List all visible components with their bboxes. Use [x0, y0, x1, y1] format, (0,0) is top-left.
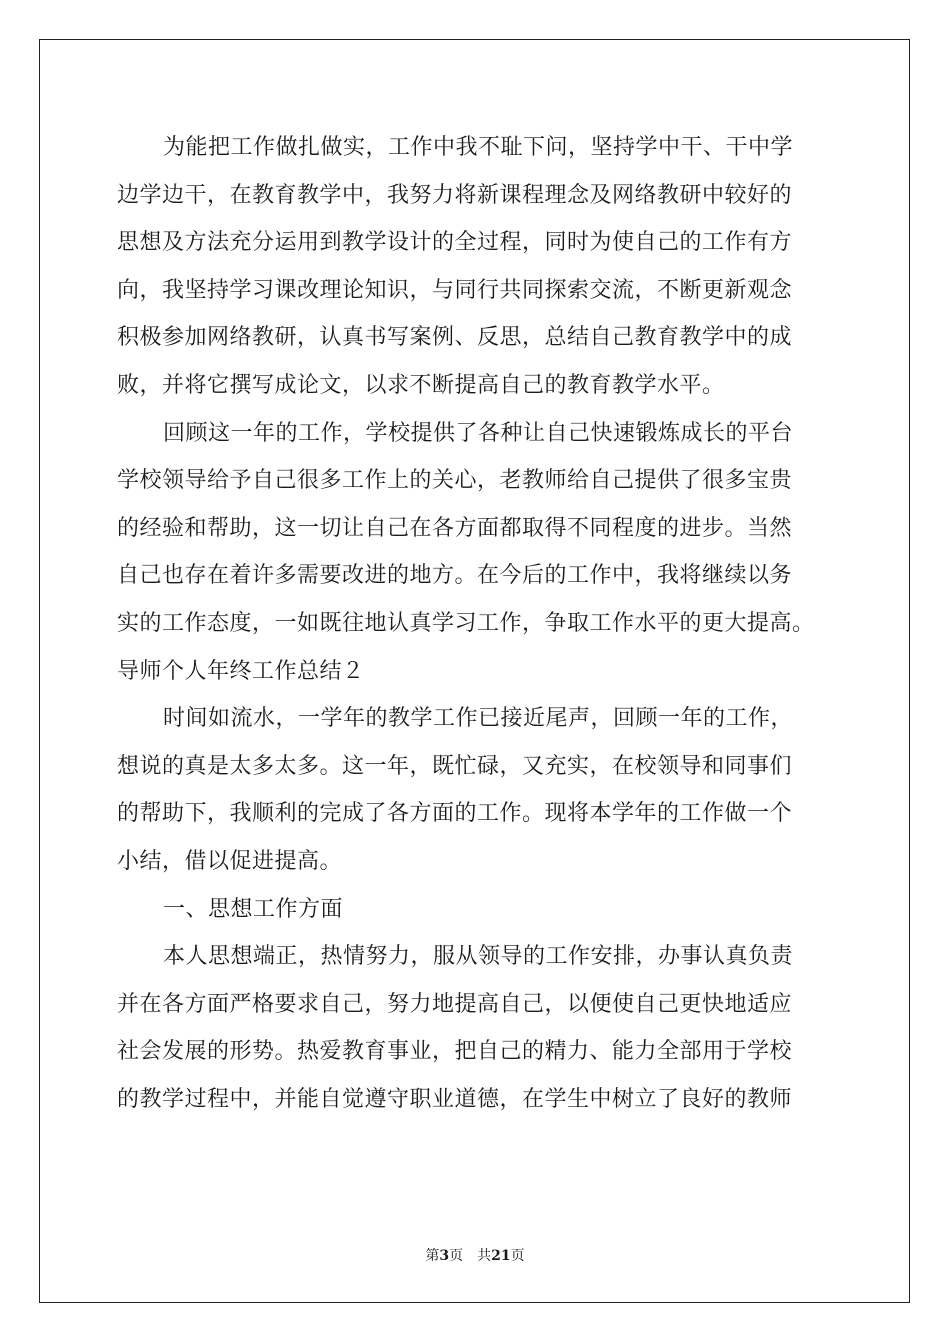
text-line: 学校领导给予自己很多工作上的关心，老教师给自己提供了很多宝贵: [117, 468, 793, 494]
text-line: 社会发展的形势。热爱教育事业，把自己的精力、能力全部用于学校: [117, 1039, 793, 1065]
page-footer: [0, 1245, 950, 1265]
text-line: 败，并将它撰写成论文，以求不断提高自己的教育教学水平。: [117, 372, 725, 398]
document-body: [117, 124, 837, 1123]
text-line: 回顾这一年的工作，学校提供了各种让自己快速锻炼成长的平台: [163, 420, 794, 446]
footer-mid: 页 共: [449, 1248, 492, 1264]
text-line: 时间如流水，一学年的教学工作已接近尾声，回顾一年的工作，: [163, 706, 794, 732]
text-line: 本人思想端正，热情努力，服从领导的工作安排，办事认真负责: [163, 944, 794, 970]
footer-suffix: 页: [510, 1248, 525, 1264]
footer-current-page: 3: [439, 1248, 450, 1264]
text-line: 的教学过程中，并能自觉遵守职业道德，在学生中树立了良好的教师: [117, 1086, 793, 1112]
text-line: 为能把工作做扎做实，工作中我不耻下问，坚持学中干、干中学: [163, 135, 794, 160]
text-line: 想说的真是太多太多。这一年，既忙碌，又充实，在校领导和同事们: [117, 753, 793, 779]
text-line: 边学边干，在教育教学中，我努力将新课程理念及网络教研中较好的: [117, 182, 793, 208]
text-line: 导师个人年终工作总结２: [117, 658, 365, 684]
text-line: 积极参加网络教研，认真书写案例、反思，总结自己教育教学中的成: [117, 325, 793, 351]
text-line: 一、思想工作方面: [163, 896, 344, 922]
footer-total-pages: 21: [491, 1248, 511, 1264]
text-line: 向，我坚持学习课改理论知识，与同行共同探索交流，不断更新观念: [117, 277, 793, 303]
text-line: 思想及方法充分运用到教学设计的全过程，同时为使自己的工作有方: [117, 230, 793, 256]
text-line: 的经验和帮助，这一切让自己在各方面都取得不同程度的进步。当然: [117, 515, 793, 541]
text-line: 自己也存在着许多需要改进的地方。在今后的工作中，我将继续以务: [117, 563, 793, 589]
text-line: 的帮助下，我顺利的完成了各方面的工作。现将本学年的工作做一个: [117, 801, 793, 827]
footer-prefix: 第: [425, 1248, 440, 1264]
text-line: 实的工作态度，一如既往地认真学习工作，争取工作水平的更大提高。: [117, 610, 815, 636]
text-line: 小结，借以促进提高。: [117, 848, 343, 874]
text-line: 并在各方面严格要求自己，努力地提高自己，以便使自己更快地适应: [117, 991, 793, 1017]
